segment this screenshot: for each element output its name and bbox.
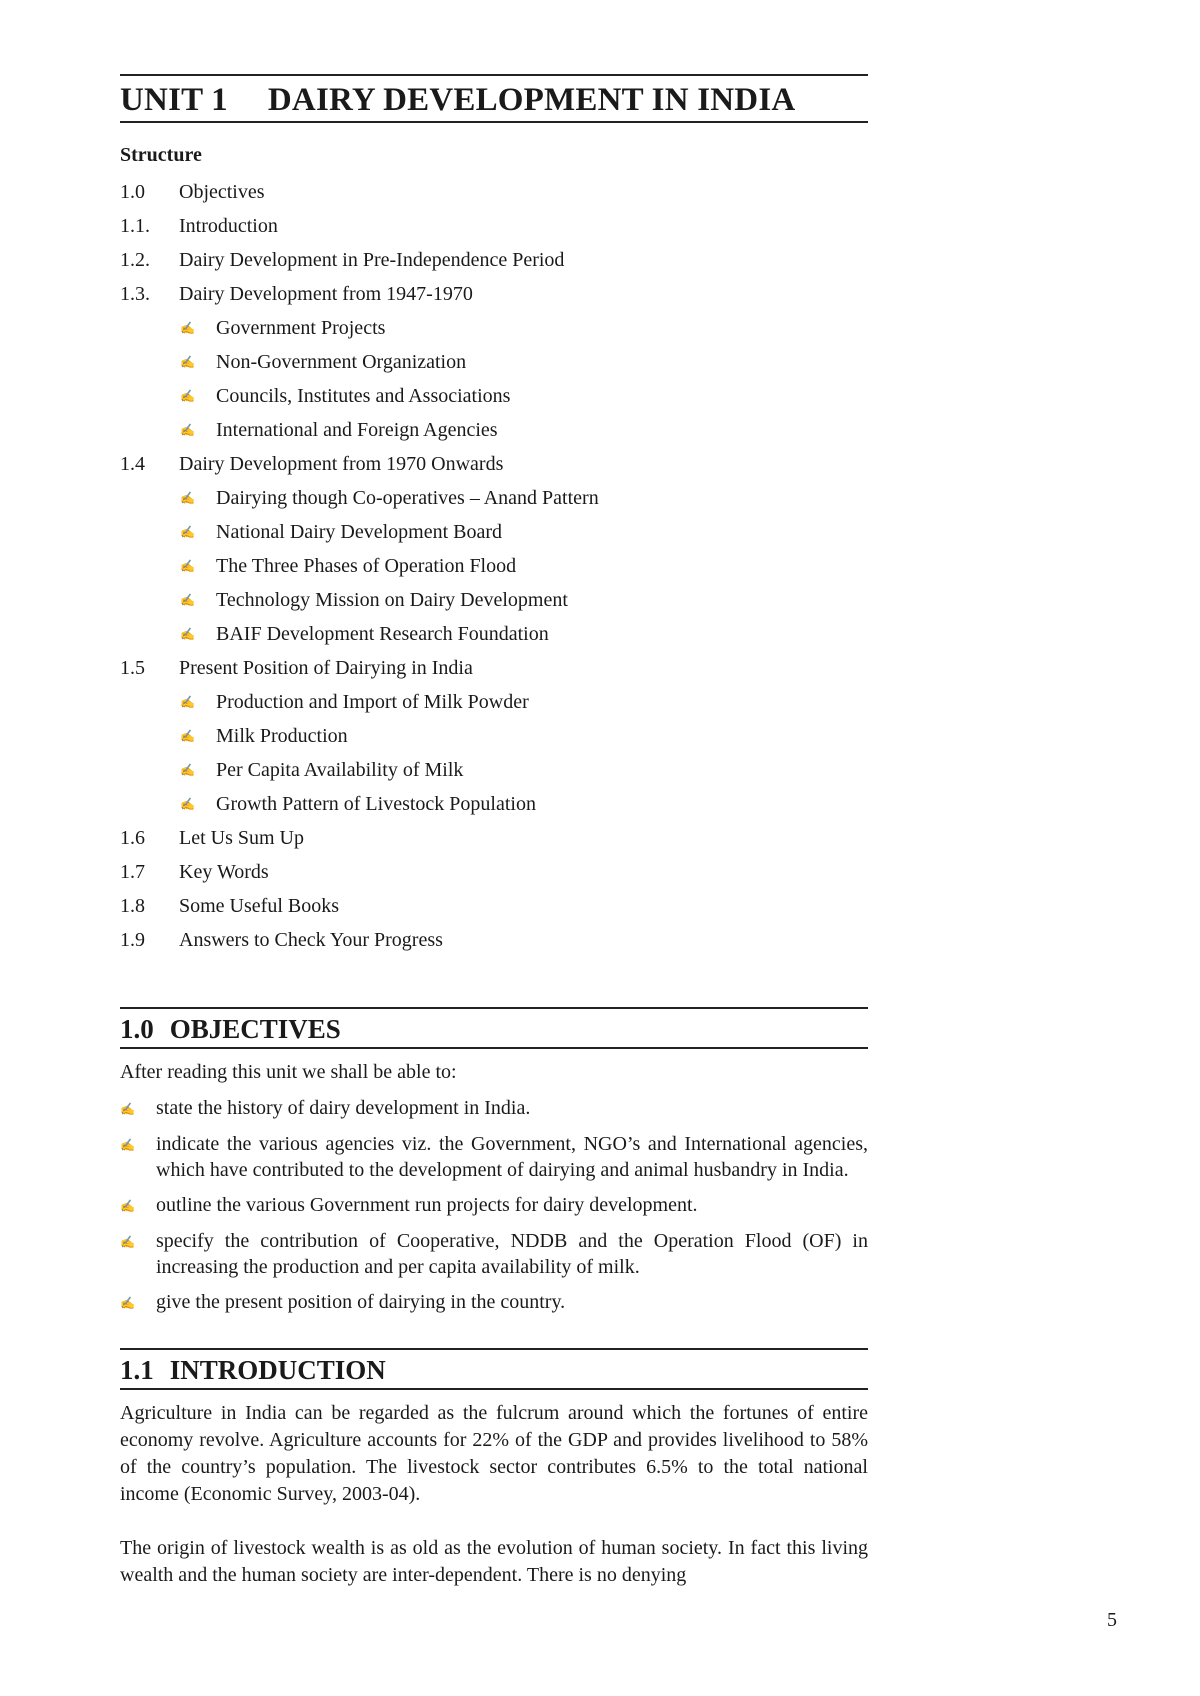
toc-subitem-label: Growth Pattern of Livestock Population	[216, 793, 536, 815]
objectives-number: 1.0	[120, 1014, 154, 1044]
pen-bullet-icon: ✍	[180, 491, 195, 505]
objective-text: state the history of dairy development in India.	[156, 1097, 531, 1119]
pen-bullet-icon: ✍	[180, 797, 195, 811]
toc-subitem-label: Production and Import of Milk Powder	[216, 691, 529, 713]
pen-bullet-icon: ✍	[180, 525, 195, 539]
toc-item-label: Answers to Check Your Progress	[179, 929, 443, 951]
toc-subitem	[120, 787, 868, 821]
toc-subitem-label: The Three Phases of Operation Flood	[216, 555, 517, 577]
toc-subitem-label: Non-Government Organization	[216, 351, 467, 373]
toc-item	[120, 277, 868, 311]
introduction-heading	[120, 1348, 868, 1390]
objective-text: indicate the various agencies viz. the Government, NGO’s and International agencies, which have contributed to the development of dairying and animal husbandry in India.	[156, 1133, 868, 1181]
toc-subitem	[120, 481, 868, 515]
toc-subitem	[120, 583, 868, 617]
objective-item	[120, 1095, 868, 1122]
toc-subitem	[120, 515, 868, 549]
toc-item	[120, 447, 868, 481]
toc-subitem-label: BAIF Development Research Foundation	[216, 623, 549, 645]
toc-item	[120, 855, 868, 889]
pen-bullet-icon: ✍	[180, 321, 195, 335]
pen-bullet-icon: ✍	[180, 695, 195, 709]
unit-title-text: DAIRY DEVELOPMENT IN INDIA	[267, 82, 796, 118]
toc-item-label: Objectives	[179, 181, 265, 203]
toc-item	[120, 209, 868, 243]
toc-subitem	[120, 345, 868, 379]
toc-subitem-label: Government Projects	[216, 317, 386, 339]
toc-subitem-label: National Dairy Development Board	[216, 521, 503, 543]
toc-item	[120, 651, 868, 685]
toc-item-number: 1.7	[120, 861, 145, 883]
objectives-intro: After reading this unit we shall be able to:	[120, 1061, 457, 1083]
toc-item-label: Let Us Sum Up	[179, 827, 304, 849]
pen-bullet-icon: ✍	[180, 763, 195, 777]
toc-item-label: Dairy Development in Pre-Independence Period	[179, 249, 565, 271]
toc-item-number: 1.0	[120, 181, 145, 203]
toc-subitem	[120, 549, 868, 583]
pen-bullet-icon: ✍	[180, 355, 195, 369]
toc-subitem	[120, 753, 868, 787]
toc-item	[120, 821, 868, 855]
introduction-paragraph-1: Agriculture in India can be regarded as the fulcrum around which the fortunes of entire economy revolve. Agriculture accounts for 22% of the GDP and provides livelihood to 58% of the country’s population. The livestock sector contributes 6.5% to the total national income (Economic Survey, 2003-04).	[120, 1402, 868, 1505]
page-content	[120, 74, 868, 1589]
toc-item	[120, 889, 868, 923]
objectives-list	[120, 1095, 868, 1316]
pen-bullet-icon: ✍	[120, 1102, 135, 1116]
introduction-title: INTRODUCTION	[169, 1355, 386, 1385]
objectives-title: OBJECTIVES	[169, 1014, 341, 1044]
pen-bullet-icon: ✍	[120, 1296, 135, 1310]
toc-subitem-label: Per Capita Availability of Milk	[216, 759, 464, 781]
pen-bullet-icon: ✍	[180, 593, 195, 607]
toc-subitem	[120, 413, 868, 447]
pen-bullet-icon: ✍	[180, 627, 195, 641]
objective-item	[120, 1192, 868, 1219]
toc-item-number: 1.4	[120, 453, 145, 475]
toc-subitem-label: Technology Mission on Dairy Development	[216, 589, 568, 611]
toc-subitem-label: Councils, Institutes and Associations	[216, 385, 511, 407]
objective-text: specify the contribution of Cooperative, NDDB and the Operation Flood (OF) in increasing the production and per capita availability of milk.	[156, 1230, 868, 1278]
page-number: 5	[1107, 1609, 1117, 1631]
toc-subitem	[120, 617, 868, 651]
objective-item	[120, 1131, 868, 1183]
objective-item	[120, 1289, 868, 1316]
toc-item	[120, 923, 868, 957]
structure-heading: Structure	[120, 144, 202, 166]
pen-bullet-icon: ✍	[180, 729, 195, 743]
objective-text: outline the various Government run projects for dairy development.	[156, 1194, 698, 1216]
pen-bullet-icon: ✍	[180, 389, 195, 403]
pen-bullet-icon: ✍	[180, 423, 195, 437]
toc-item-label: Introduction	[179, 215, 278, 237]
toc-item	[120, 175, 868, 209]
pen-bullet-icon: ✍	[120, 1235, 135, 1249]
toc-item-number: 1.2.	[120, 249, 150, 271]
toc-subitem-label: Dairying though Co-operatives – Anand Pattern	[216, 487, 599, 509]
objectives-heading	[120, 1007, 868, 1049]
toc-subitem-label: Milk Production	[216, 725, 348, 747]
toc-subitem	[120, 311, 868, 345]
toc-item-number: 1.6	[120, 827, 145, 849]
objective-item	[120, 1228, 868, 1280]
toc-item-number: 1.1.	[120, 215, 150, 237]
toc-item-number: 1.5	[120, 657, 145, 679]
toc-item-number: 1.3.	[120, 283, 150, 305]
toc-subitem	[120, 379, 868, 413]
toc-item-label: Dairy Development from 1970 Onwards	[179, 453, 504, 475]
toc-item	[120, 243, 868, 277]
pen-bullet-icon: ✍	[120, 1138, 135, 1152]
toc-item-label: Dairy Development from 1947-1970	[179, 283, 473, 305]
toc-item-label: Present Position of Dairying in India	[179, 657, 473, 679]
toc-subitem	[120, 719, 868, 753]
toc-item-number: 1.9	[120, 929, 145, 951]
toc-subitem-label: International and Foreign Agencies	[216, 419, 498, 441]
toc-item-label: Some Useful Books	[179, 895, 339, 917]
unit-number: UNIT 1	[120, 82, 228, 118]
toc-item-number: 1.8	[120, 895, 145, 917]
pen-bullet-icon: ✍	[120, 1199, 135, 1213]
introduction-number: 1.1	[120, 1355, 154, 1385]
table-of-contents	[120, 175, 868, 957]
toc-item-label: Key Words	[179, 861, 269, 883]
unit-title	[120, 74, 868, 123]
introduction-paragraph-2: The origin of livestock wealth is as old as the evolution of human society. In fact this living wealth and the human society are inter-dependent. There is no denying	[120, 1537, 868, 1586]
objective-text: give the present position of dairying in the country.	[156, 1291, 566, 1313]
pen-bullet-icon: ✍	[180, 559, 195, 573]
toc-subitem	[120, 685, 868, 719]
